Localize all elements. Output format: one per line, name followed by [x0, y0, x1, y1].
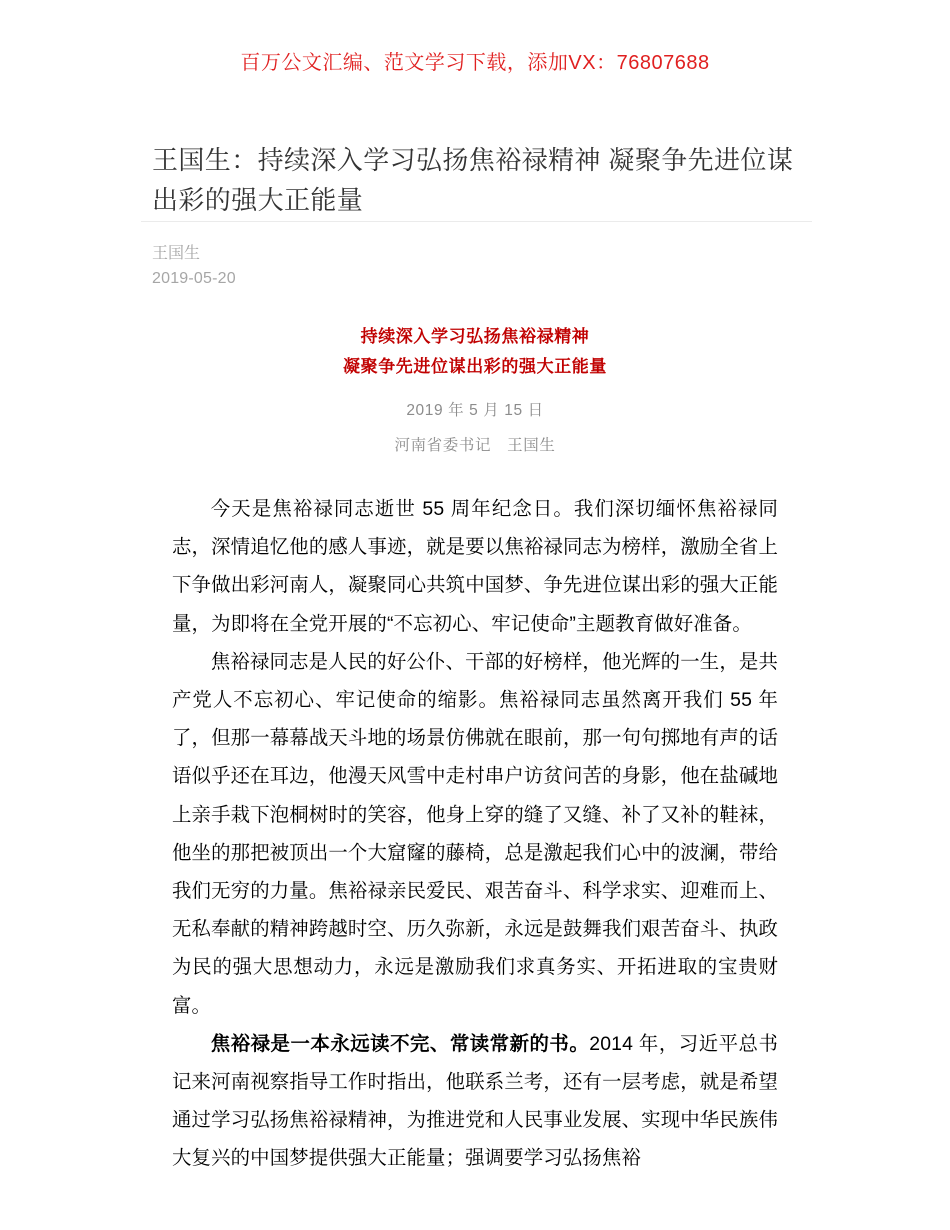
document-paragraph: [172, 643, 778, 1025]
page-title: 王国生：持续深入学习弘扬焦裕禄精神 凝聚争先进位谋出彩的强大正能量: [152, 145, 794, 215]
document-paragraph: [172, 490, 778, 643]
paragraph-bold-lead: 焦裕禄是一本永远读不完、常读常新的书。: [210, 1032, 590, 1055]
article-date: 2019-05-20: [152, 270, 236, 287]
promo-banner: 百万公文汇编、范文学习下载，添加VX：76807688: [240, 52, 710, 74]
document-heading: [172, 322, 778, 382]
paragraph-text: 2014 年，习近平总书记来河南视察指导工作时指出，他联系兰考，还有一层考虑，就是希望通过学习弘扬焦裕禄精神，为推进党和人民事业发展、实现中华民族伟大复兴的中国梦提供强大正能量；强调要学习弘扬焦裕: [172, 1032, 778, 1170]
article-header: [152, 140, 812, 287]
article-author: 王国生: [152, 245, 201, 262]
document-date: 2019 年 5 月 15 日: [406, 402, 544, 419]
document-byline: 河南省委书记 王国生: [394, 437, 556, 454]
header-divider: [141, 221, 812, 222]
article-meta: [152, 241, 236, 291]
document-paragraph: [172, 1025, 778, 1178]
document-heading-line-1: 持续深入学习弘扬焦裕禄精神: [360, 327, 590, 346]
document-heading-line-2: 凝聚争先进位谋出彩的强大正能量: [343, 357, 607, 376]
paragraph-text: 焦裕禄同志是人民的好公仆、干部的好榜样，他光辉的一生，是共产党人不忘初心、牢记使命的缩影。焦裕禄同志虽然离开我们 55 年了，但那一幕幕战天斗地的场景仿佛就在眼前，那一句句掷地有声的话语似乎还在耳边，他漫天风雪中走村串户访贫问苦的身影，他在盐碱地上亲手栽下泡桐树时的笑容，他身上穿的缝了又缝、补了又补的鞋袜，他坐的那把被顶出一个大窟窿的藤椅，总是激起我们心中的波澜，带给我们无穷的力量。焦裕禄亲民爱民、艰苦奋斗、科学求实、迎难而上、无私奉献的精神跨越时空、历久弥新，永远是鼓舞我们艰苦奋斗、执政为民的强大思想动力，永远是激励我们求真务实、开拓进取的宝贵财富。: [172, 650, 778, 1017]
document-paragraphs: [172, 490, 778, 1178]
paragraph-text: 今天是焦裕禄同志逝世 55 周年纪念日。我们深切缅怀焦裕禄同志，深情追忆他的感人事迹，就是要以焦裕禄同志为榜样，激励全省上下争做出彩河南人，凝聚同心共筑中国梦、争先进位谋出彩的强大正能量，为即将在全党开展的“不忘初心、牢记使命”主题教育做好准备。: [172, 498, 778, 635]
document-body: [172, 322, 778, 1178]
